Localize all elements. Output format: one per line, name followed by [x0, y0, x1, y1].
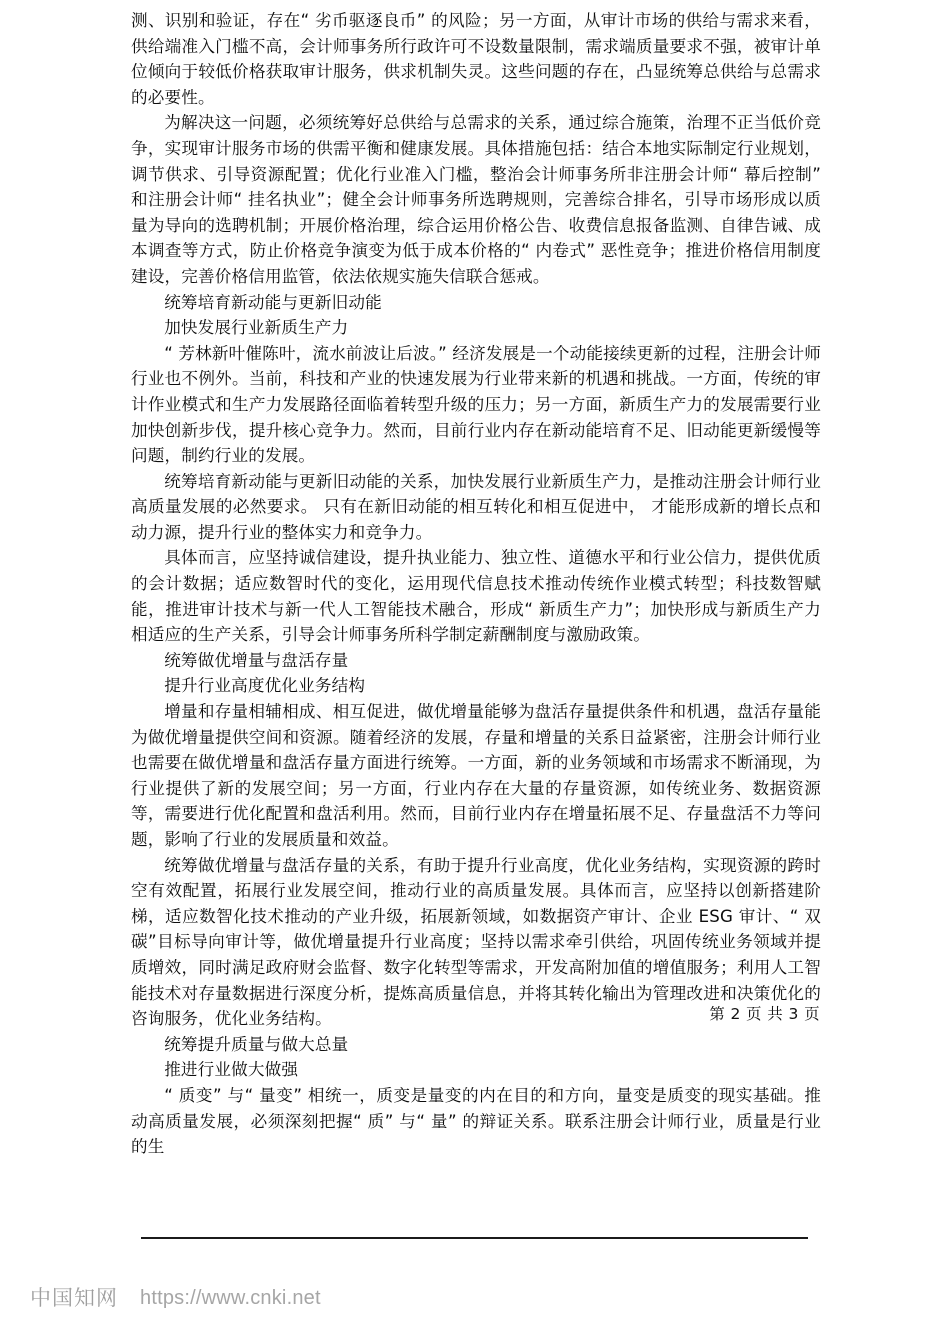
paragraph: 为解决这一问题，必须统筹好总供给与总需求的关系，通过综合施策，治理不正当低价竞争，实现审计服务市场的供需平衡和健康发展。具体措施包括：结合本地实际制定行业规划，调节供求、引导资源配置；优化行业准入门槛，整治会计师事务所非注册会计师“ 幕后控制” 和注册会计师“ 挂名执业”；健全会计师事务所选聘规则，完善综合排名，引导市场形成以质量为导向的选聘机制；开展价格治理，综合运用价格公告、收费信息报备监测、自律告诫、成本调查等方式，防止价格竞争演变为低于成本价格的“ 内卷式” 恶性竞争；推进价格信用制度建设，完善价格信用监管，依法依规实施失信联合惩戒。: [131, 113, 821, 286]
section-heading: 统筹做优增量与盘活存量: [164, 650, 349, 670]
paragraph-continued: 测、识别和验证，存在“ 劣币驱逐良币” 的风险；另一方面，从审计市场的供给与需求来看，供给端准入门槛不高，会计师事务所行政许可不设数量限制，需求端质量要求不强，被审计单位倾向于较低价格获取审计服务，供求机制失灵。这些问题的存在，凸显统筹总供给与总需求的必要性。: [131, 11, 821, 107]
section-subheading: 推进行业做大做强: [164, 1060, 299, 1080]
cnki-brand-label: 中国知网: [30, 1286, 118, 1310]
paragraph: 统筹做优增量与盘活存量的关系，有助于提升行业高度，优化业务结构，实现资源的跨时空有效配置，拓展行业发展空间，推动行业的高质量发展。具体而言，应坚持以创新搭建阶梯，适应数智化技术推动的产业升级，拓展新领域，如数据资产审计、企业 ESG 审计、“ 双碳”目标导向审计等，做优增量提升行业高度；坚持以需求牵引供给，巩固传统业务领域并提质增效，同时满足政府财会监督、数字化转型等需求，开发高附加值的增值服务；利用人工智能技术对存量数据进行深度分析，提炼高质量信息，并将其转化输出为管理改进和决策优化的咨询服务，优化业务结构。: [131, 855, 821, 1029]
section-heading: 统筹培育新动能与更新旧动能: [164, 292, 382, 312]
paragraph: 增量和存量相辅相成、相互促进，做优增量能够为盘活存量提供条件和机遇，盘活存量能为做优增量提供空间和资源。随着经济的发展，存量和增量的关系日益紧密，注册会计师行业也需要在做优增量和盘活存量方面进行统筹。一方面，新的业务领域和市场需求不断涌现，为行业提供了新的发展空间；另一方面，行业内存在大量的存量资源，如传统业务、数据资源等，需要进行优化配置和盘活利用。然而，目前行业内存在增量拓展不足、存量盘活不力等问题，影响了行业的发展质量和效益。: [131, 702, 821, 849]
paragraph: “ 芳林新叶催陈叶，流水前波让后波。” 经济发展是一个动能接续更新的过程，注册会计师行业也不例外。当前，科技和产业的快速发展为行业带来新的机遇和挑战。一方面，传统的审计作业模式和生产力发展路径面临着转型升级的压力；另一方面，新质生产力的发展需要行业加快创新步伐，提升核心竞争力。然而，目前行业内存在新动能培育不足、旧动能更新缓慢等问题，制约行业的发展。: [131, 343, 821, 466]
section-subheading: 提升行业高度优化业务结构: [164, 676, 366, 696]
footer-divider: [141, 1237, 808, 1239]
cnki-url-label: https://www.cnki.net: [140, 1287, 321, 1309]
document-text-column: [131, 8, 821, 1160]
cnki-watermark: [30, 1285, 321, 1311]
section-heading: 统筹提升质量与做大总量: [164, 1034, 349, 1054]
paragraph: 统筹培育新动能与更新旧动能的关系，加快发展行业新质生产力，是推动注册会计师行业高质量发展的必然要求。 只有在新旧动能的相互转化和相互促进中， 才能形成新的增长点和动力源，提升行业的整体实力和竞争力。: [131, 471, 821, 542]
paragraph: 具体而言，应坚持诚信建设，提升执业能力、独立性、道德水平和行业公信力，提供优质的会计数据；适应数智时代的变化，运用现代信息技术推动传统作业模式转型；科技数智赋能，推进审计技术与新一代人工智能技术融合，形成“ 新质生产力”；加快形成与新质生产力相适应的生产关系，引导会计师事务所科学制定薪酬制度与激励政策。: [131, 548, 821, 645]
page-number-footer: 第 2 页 共 3 页: [709, 1005, 820, 1023]
section-subheading: 加快发展行业新质生产力: [164, 318, 349, 338]
paragraph: “ 质变” 与“ 量变” 相统一，质变是量变的内在目的和方向，量变是质变的现实基础。推动高质量发展，必须深刻把握“ 质” 与“ 量” 的辩证关系。联系注册会计师行业，质量是行业的生: [131, 1085, 821, 1157]
